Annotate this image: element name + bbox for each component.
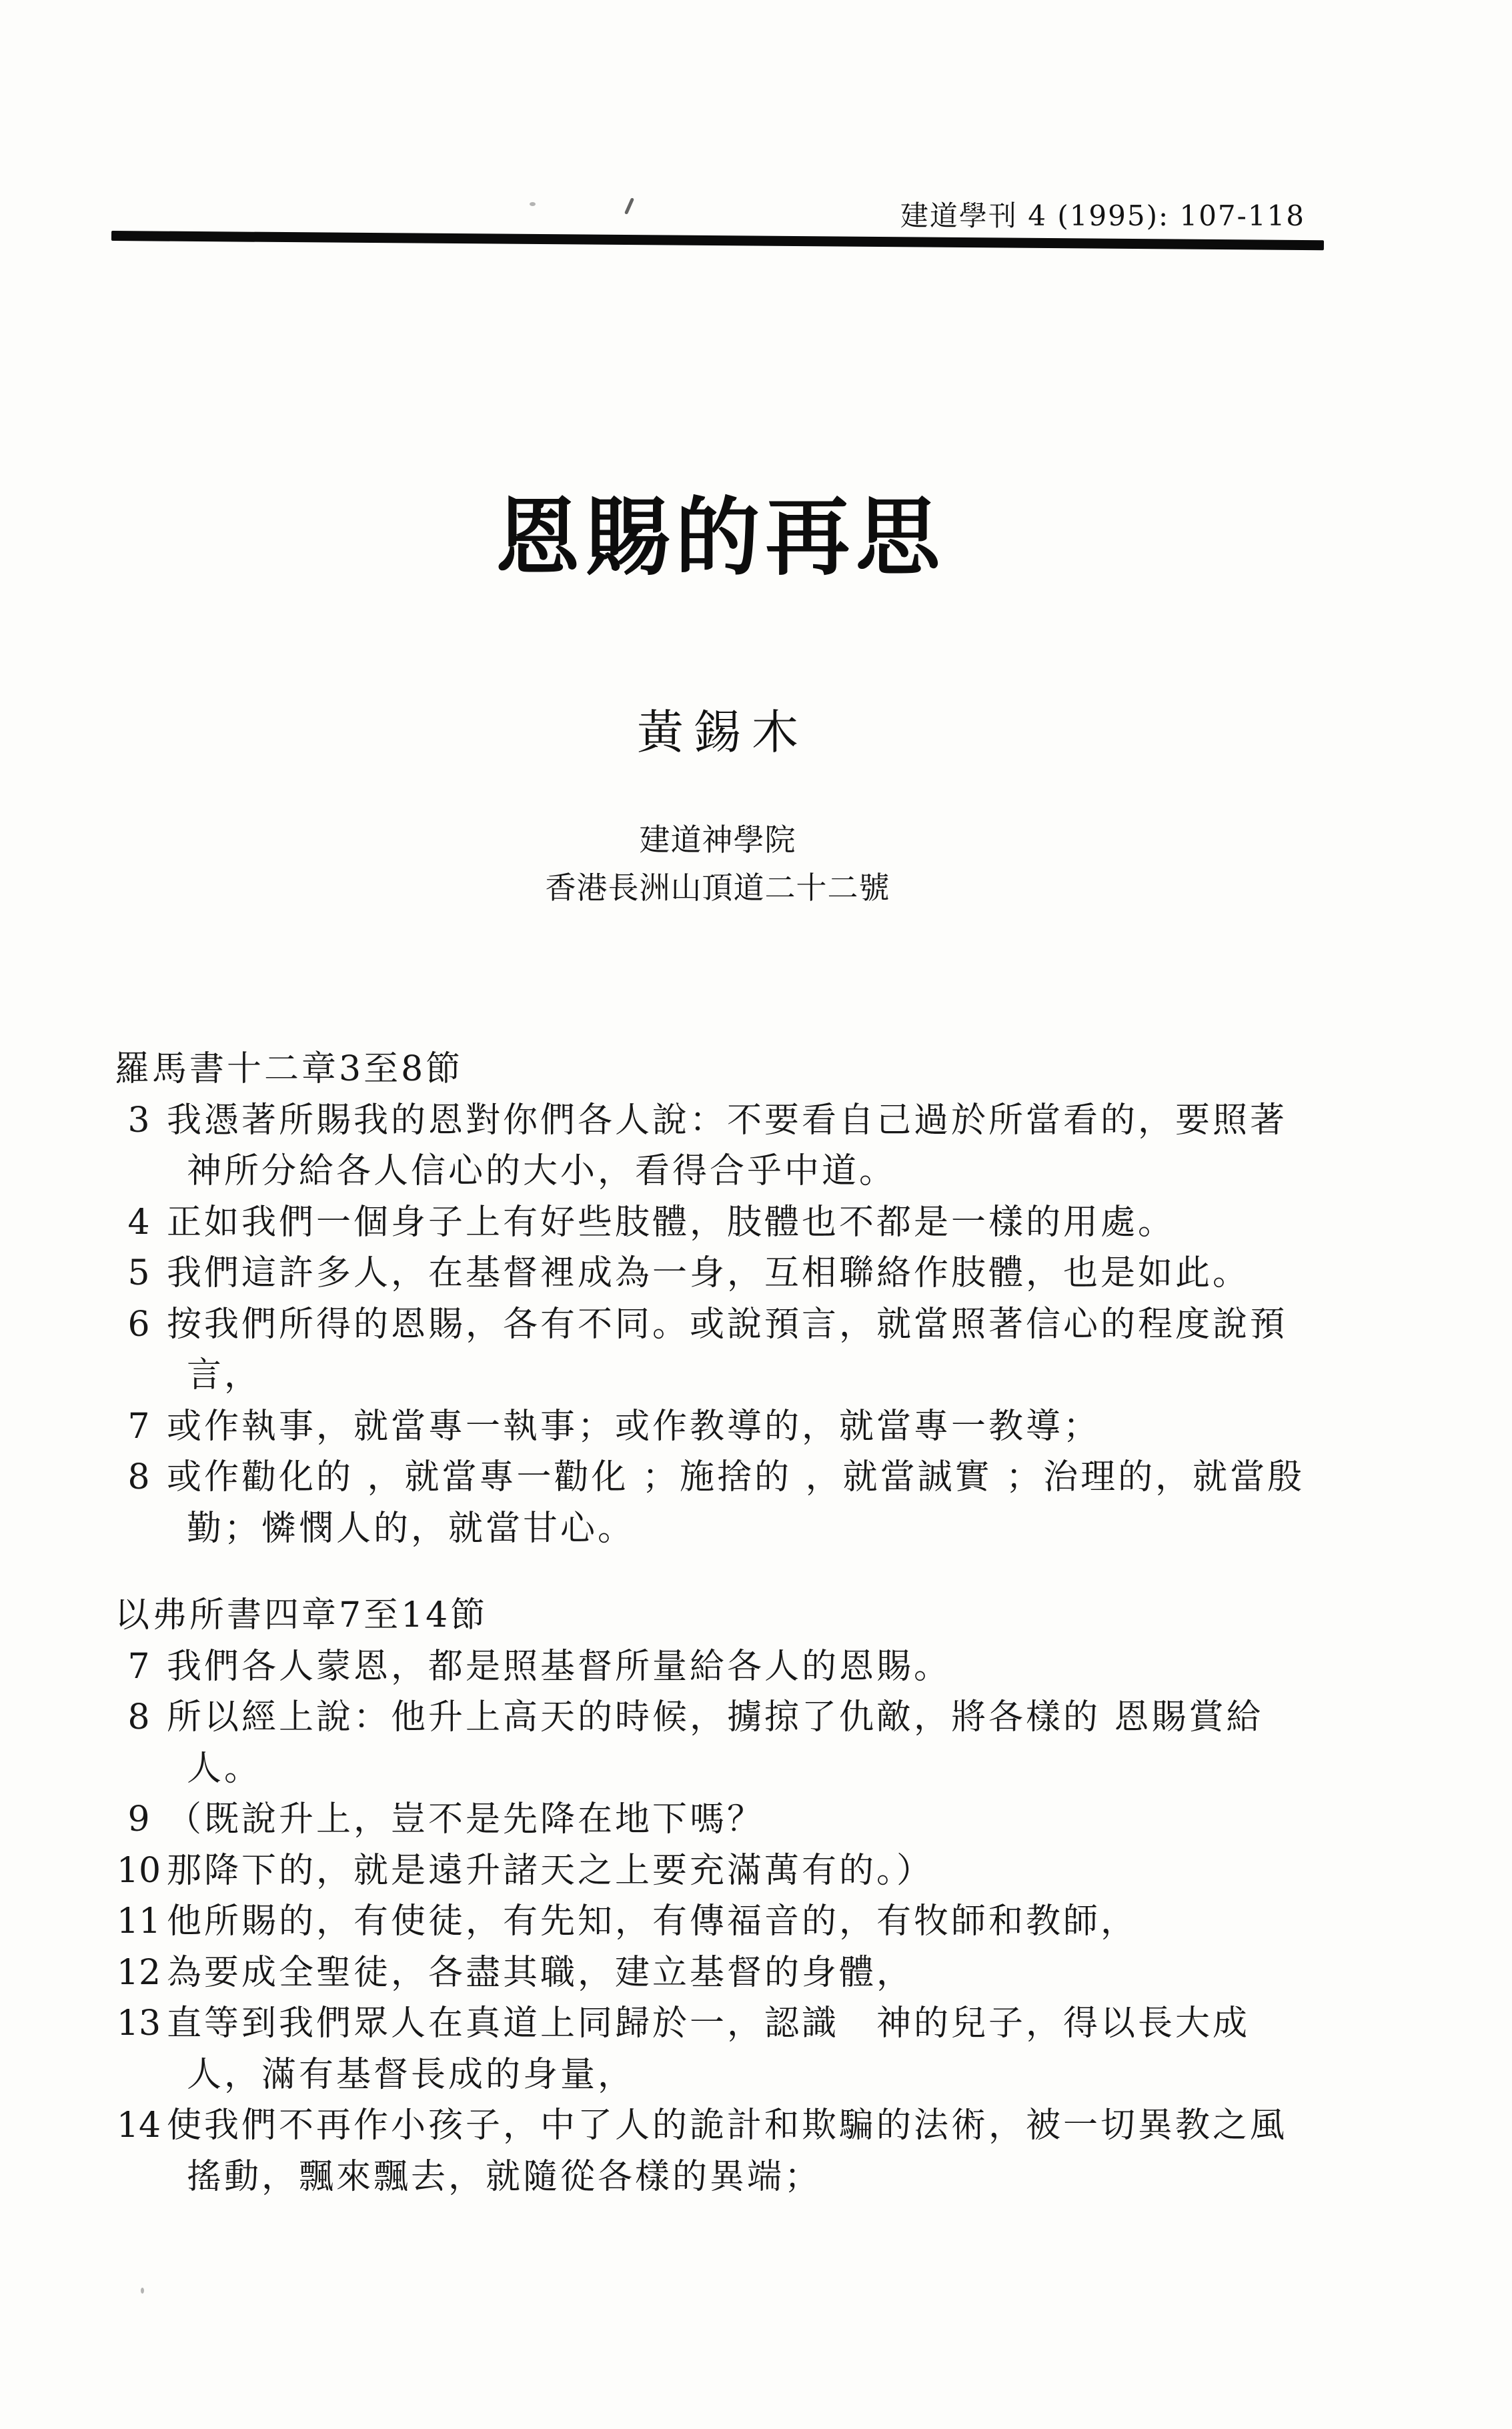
verse-number: 8 bbox=[127, 1697, 150, 1737]
verse-number: 12 bbox=[116, 1952, 161, 1993]
verse-text: 人。 bbox=[187, 1748, 262, 1789]
verse-line bbox=[115, 1845, 1382, 1897]
passage-heading: 羅馬書十二章3至8節 bbox=[115, 1049, 464, 1089]
affiliation-institution: 建道神學院 bbox=[639, 822, 796, 858]
verse-text: 我們各人蒙恩，都是照基督所量給各人的恩賜。 bbox=[167, 1646, 952, 1687]
affiliation-address: 香港長洲山頂道二十二號 bbox=[545, 870, 890, 906]
scan-speck-dot bbox=[530, 202, 536, 206]
verse-line bbox=[115, 1947, 1382, 1999]
verse-number: 8 bbox=[127, 1457, 150, 1497]
verse-number: 11 bbox=[116, 1901, 161, 1941]
verse-line bbox=[115, 1095, 1382, 1146]
verse-line bbox=[115, 1197, 1382, 1249]
passage-ephesians-4-7-14 bbox=[115, 1590, 1382, 2202]
verse-text: 他所賜的，有使徒，有先知，有傳福音的，有牧師和教師， bbox=[167, 1901, 1139, 1941]
article-title: 恩賜的再思 bbox=[495, 488, 946, 587]
verse-number: 14 bbox=[116, 2106, 161, 2146]
verse-line-continuation bbox=[115, 2050, 1382, 2101]
verse-line bbox=[115, 1641, 1382, 1693]
verse-number: 5 bbox=[127, 1253, 150, 1293]
verse-text: 或作執事，就當專一執事；或作教導的，就當專一教導； bbox=[167, 1406, 1101, 1447]
verse-text: 按我們所得的恩賜，各有不同。或說預言，就當照著信心的程度說預 bbox=[167, 1304, 1288, 1345]
verse-line-continuation bbox=[115, 1350, 1382, 1401]
verse-text: 人，滿有基督長成的身量， bbox=[187, 2054, 636, 2095]
scan-speck-dot bbox=[141, 2288, 144, 2294]
verse-text: 為要成全聖徒，各盡其職，建立基督的身體， bbox=[167, 1952, 914, 1993]
verse-line-continuation bbox=[115, 1743, 1382, 1795]
verse-line bbox=[115, 1452, 1382, 1503]
verse-line bbox=[115, 1794, 1382, 1845]
verse-text: 勤；憐憫人的，就當甘心。 bbox=[187, 1508, 636, 1549]
verse-number: 10 bbox=[116, 1850, 161, 1891]
verse-line bbox=[115, 1896, 1382, 1947]
author-affiliation bbox=[111, 816, 1324, 912]
passage-romans-12-3-8 bbox=[115, 1044, 1382, 1554]
verse-line bbox=[115, 1248, 1382, 1299]
verse-number: 13 bbox=[116, 2003, 161, 2044]
verse-number: 3 bbox=[127, 1100, 150, 1140]
verse-text: （既說升上，豈不是先降在地下嗎？ bbox=[167, 1799, 765, 1839]
author-name: 黃錫木 bbox=[637, 705, 809, 760]
verse-text: 那降下的，就是遠升諸天之上要充滿萬有的。） bbox=[167, 1850, 934, 1891]
passage-heading: 以弗所書四章7至14節 bbox=[115, 1595, 488, 1635]
verse-line bbox=[115, 2100, 1382, 2152]
verse-line bbox=[115, 1692, 1382, 1743]
verse-text: 使我們不再作小孩子，中了人的詭計和欺騙的法術，被一切異教之風 bbox=[167, 2106, 1288, 2146]
verse-text: 正如我們一個身子上有好些肢體，肢體也不都是一樣的用處。 bbox=[167, 1202, 1176, 1243]
verse-line-continuation bbox=[115, 1146, 1382, 1197]
verse-number: 6 bbox=[127, 1304, 150, 1345]
verse-line bbox=[115, 1401, 1382, 1453]
verse-text: 所以經上說：他升上高天的時候，擄掠了仇敵，將各樣的 恩賜賞給 bbox=[167, 1697, 1264, 1737]
verse-number: 7 bbox=[127, 1646, 150, 1687]
verse-text: 我憑著所賜我的恩對你們各人說：不要看自己過於所當看的，要照著 bbox=[167, 1100, 1288, 1140]
verse-text: 搖動，飄來飄去，就隨從各樣的異端； bbox=[187, 2156, 822, 2197]
verse-text: 我們這許多人，在基督裡成為一身，互相聯絡作肢體，也是如此。 bbox=[167, 1253, 1251, 1293]
journal-header: 建道學刊 4 (1995): 107-118 bbox=[900, 199, 1305, 232]
verse-text: 言， bbox=[187, 1355, 262, 1395]
verse-line bbox=[115, 1998, 1382, 2050]
verse-number: 4 bbox=[127, 1202, 150, 1243]
verse-line bbox=[115, 1299, 1382, 1351]
verse-line-continuation bbox=[115, 2152, 1382, 2203]
verse-number: 7 bbox=[127, 1406, 150, 1447]
verse-text: 直等到我們眾人在真道上同歸於一，認識 神的兒子，得以長大成 bbox=[167, 2003, 1251, 2044]
verse-line-continuation bbox=[115, 1503, 1382, 1555]
verse-text: 神所分給各人信心的大小，看得合乎中道。 bbox=[187, 1151, 897, 1191]
verse-text: 或作勸化的 ，就當專一勸化 ；施捨的 ，就當誠實 ；治理的，就當殷 bbox=[167, 1457, 1305, 1497]
scripture-passages bbox=[115, 1044, 1382, 2202]
verse-number: 9 bbox=[127, 1799, 150, 1839]
